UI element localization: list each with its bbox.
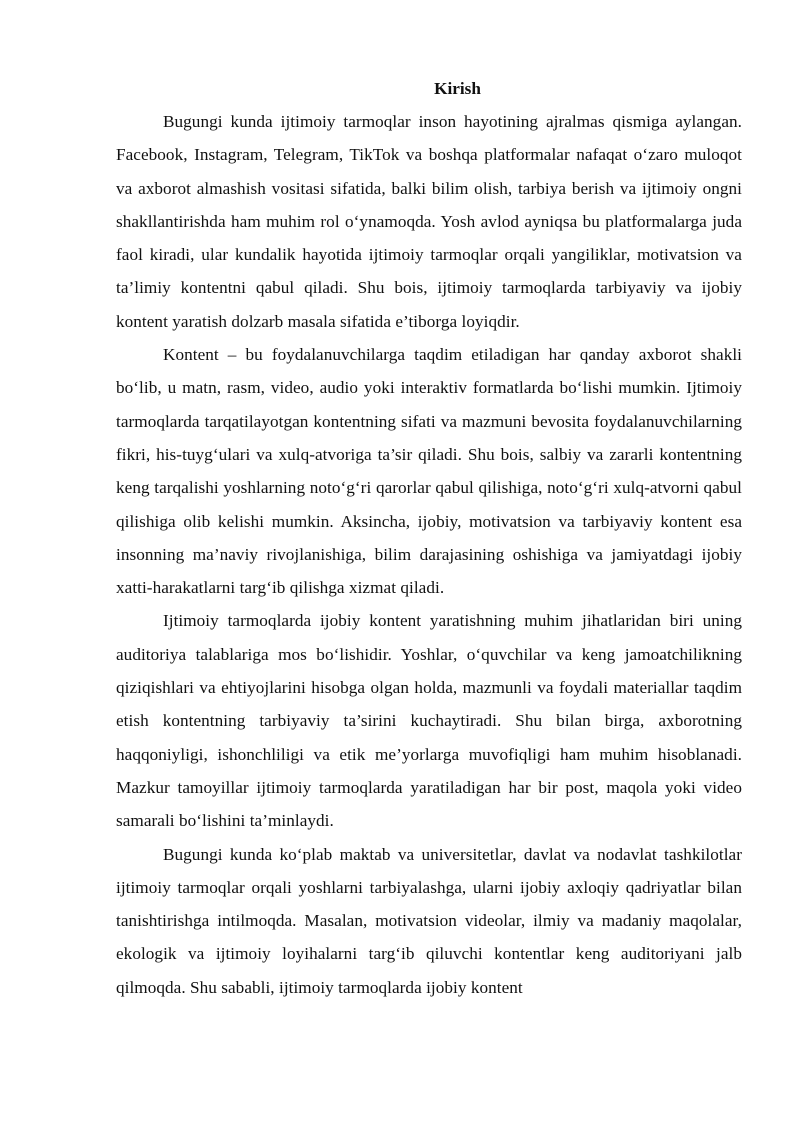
paragraph-3: Ijtimoiy tarmoqlarda ijobiy kontent yaratishning muhim jihatlaridan biri uning auditoriya talablariga mos bo‘lishidir. Yoshlar, o‘quvchilar va keng jamoatchilikning qiziqishlari va ehtiyojlarini hisobga olgan holda, mazmunli va foydali materiallar taqdim etish kontentning tarbiyaviy ta’sirini kuchaytiradi. Shu bilan birga, axborotning haqqoniyligi, ishonchliligi va etik me’yorlarga muvofiqligi ham muhim hisoblanadi. Mazkur tamoyillar ijtimoiy tarmoqlarda yaratiladigan har bir post, maqola yoki video samarali bo‘lishini ta’minlaydi. (116, 611, 742, 831)
paragraph-2: Kontent – bu foydalanuvchilarga taqdim etiladigan har qanday axborot shakli bo‘lib, u matn, rasm, video, audio yoki interaktiv formatlarda bo‘lishi mumkin. Ijtimoiy tarmoqlarda tarqatilayotgan kontentning sifati va mazmuni bevosita foydalanuvchilarning fikri, his-tuyg‘ulari va xulq-atvoriga ta’sir qiladi. Shu bois, salbiy va zararli kontentning keng tarqalishi yoshlarning noto‘g‘ri qarorlar qabul qilishiga, noto‘g‘ri xulq-atvorni qabul qilishiga olib kelishi mumkin. Aksincha, ijobiy, motivatsion va tarbiyaviy kontent esa insonning ma’naviy rivojlanishiga, bilim darajasining oshishiga va jamiyatdagi ijobiy xatti-harakatlarni targ‘ib qilishga xizmat qiladi. (116, 345, 742, 598)
page-title: Kirish (434, 79, 481, 98)
document-body (116, 72, 742, 1004)
paragraph-4: Bugungi kunda ko‘plab maktab va universitetlar, davlat va nodavlat tashkilotlar ijtimoiy tarmoqlar orqali yoshlarni tarbiyalashga, ularni ijobiy axloqiy qadriyatlar bilan tanishtirishga intilmoqda. Masalan, motivatsion videolar, ilmiy va madaniy maqolalar, ekologik va ijtimoiy loyihalarni targ‘ib qiluvchi kontentlar keng auditoriyani jalb qilmoqda. Shu sababli, ijtimoiy tarmoqlarda ijobiy kontent (116, 844, 742, 997)
paragraph-1: Bugungi kunda ijtimoiy tarmoqlar inson hayotining ajralmas qismiga aylangan. Facebook, Instagram, Telegram, TikTok va boshqa platformalar nafaqat o‘zaro muloqot va axborot almashish vositasi sifatida, balki bilim olish, tarbiya berish va ijtimoiy ongni shakllantirishda ham muhim rol o‘ynamoqda. Yosh avlod ayniqsa bu platformalarga juda faol kiradi, ular kundalik hayotida ijtimoiy tarmoqlar orqali yangiliklar, motivatsion va ta’limiy kontentni qabul qiladi. Shu bois, ijtimoiy tarmoqlarda tarbiyaviy va ijobiy kontent yaratish dolzarb masala sifatida e’tiborga loyiqdir. (116, 112, 742, 331)
